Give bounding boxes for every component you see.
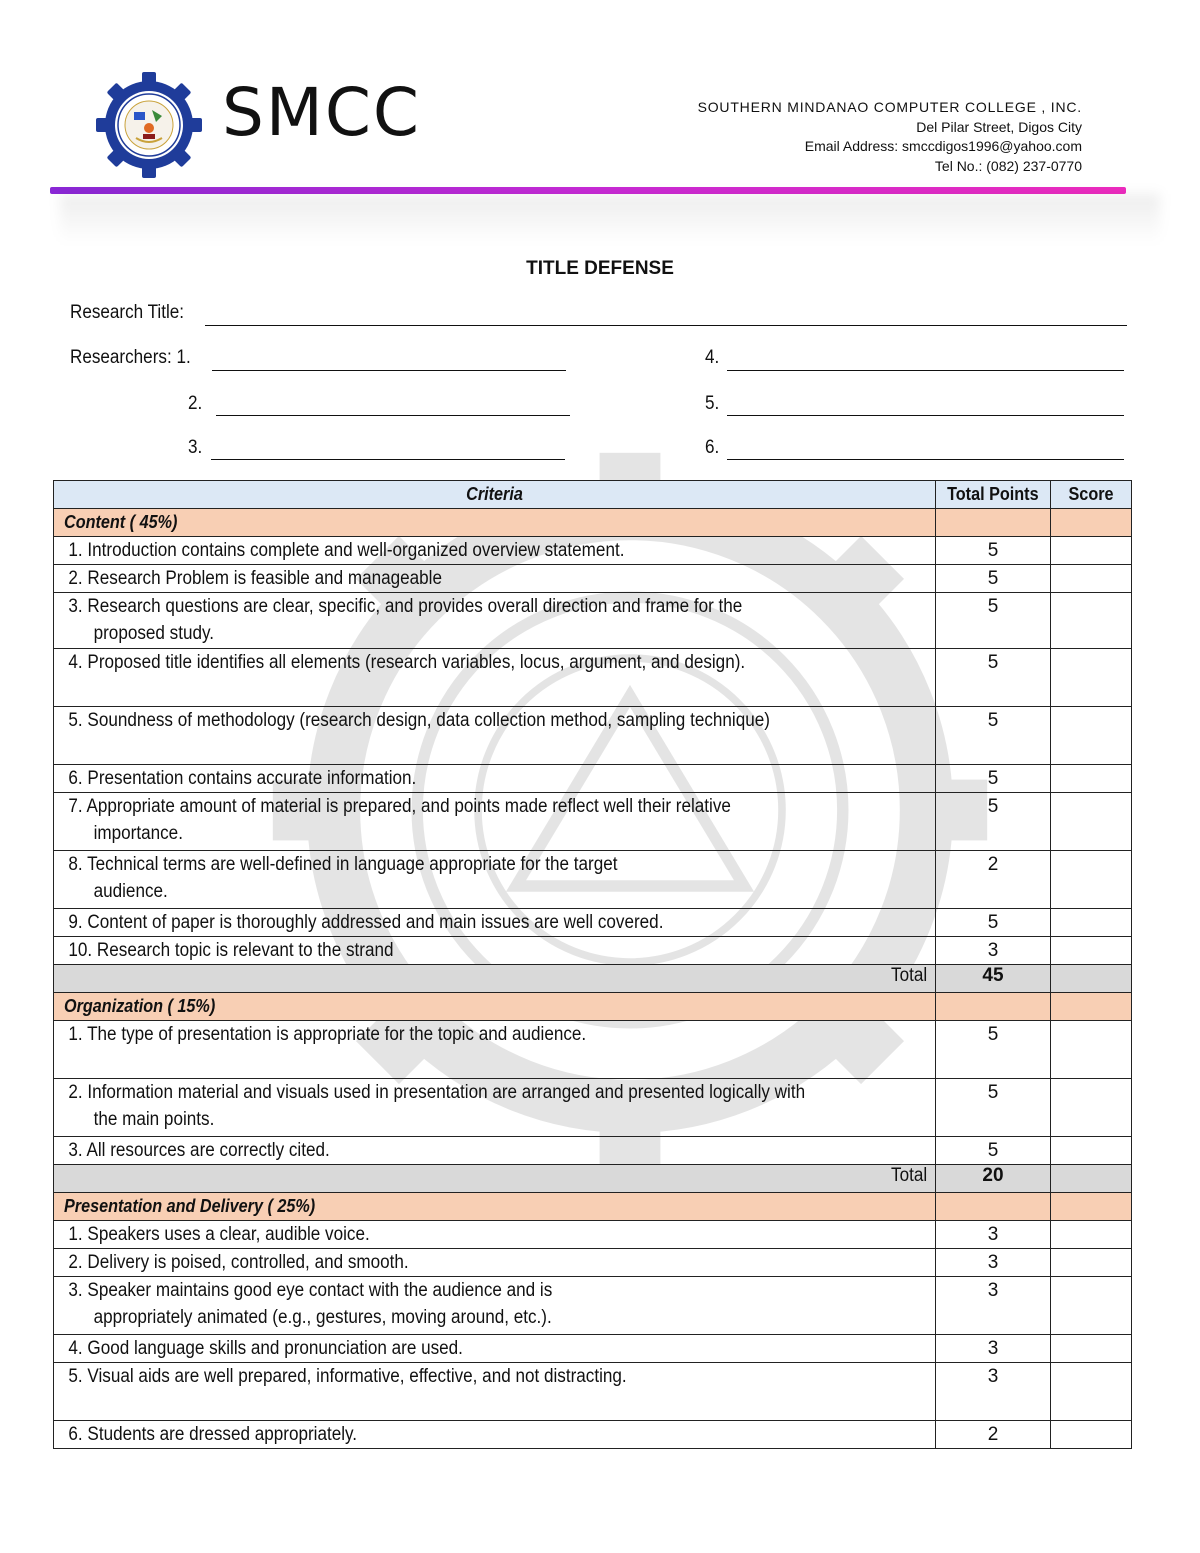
score-cell[interactable] [1051, 1277, 1132, 1335]
table-row [54, 1421, 1132, 1449]
section-name: Content ( 45%) [54, 509, 936, 537]
criterion-points: 5 [936, 1079, 1051, 1137]
criterion-text: 10. Research topic is relevant to the strand [68, 940, 394, 961]
criterion-points: 5 [936, 1021, 1051, 1079]
researcher-5-line[interactable] [727, 415, 1124, 416]
criterion-text: 3. Research questions are clear, specific, and provides overall direction and frame for the proposed study. [68, 596, 743, 644]
score-cell[interactable] [1051, 765, 1132, 793]
total-row-content [54, 965, 1132, 993]
school-email: Email Address: smccdigos1996@yahoo.com [804, 138, 1082, 154]
criterion-text: 3. Speaker maintains good eye contact with the audience and is appropriately animated (e.g., gestures, moving around, etc.). [68, 1280, 553, 1328]
criterion-text: 4. Proposed title identifies all elements (research variables, locus, argument, and design). [68, 652, 746, 673]
document-title: TITLE DEFENSE [526, 258, 674, 279]
criterion-text: 2. Information material and visuals used in presentation are arranged and presented logically with the main points. [68, 1082, 806, 1130]
score-cell[interactable] [1051, 793, 1132, 851]
criterion-points: 5 [936, 649, 1051, 707]
researcher-3-line[interactable] [211, 459, 565, 460]
table-row [54, 537, 1132, 565]
score-cell[interactable] [1051, 649, 1132, 707]
score-cell[interactable] [1051, 707, 1132, 765]
criterion-points: 5 [936, 1137, 1051, 1165]
section-row-content [54, 509, 1132, 537]
table-row [54, 909, 1132, 937]
criterion-points: 5 [936, 909, 1051, 937]
section-row-organization [54, 993, 1132, 1021]
table-row [54, 649, 1132, 707]
criterion-points: 5 [936, 537, 1051, 565]
total-value: 45 [936, 965, 1051, 993]
researcher-1-line[interactable] [212, 370, 566, 371]
total-score-cell[interactable] [1051, 1165, 1132, 1193]
table-row [54, 565, 1132, 593]
total-value: 20 [936, 1165, 1051, 1193]
header-rule [50, 187, 1126, 194]
table-row [54, 1363, 1132, 1421]
school-contact-block [698, 98, 1082, 176]
score-cell[interactable] [1051, 1221, 1132, 1249]
table-row [54, 1249, 1132, 1277]
criterion-text: 4. Good language skills and pronunciation are used. [68, 1338, 463, 1359]
researcher-3-number: 3. [188, 437, 203, 458]
research-title-label: Research Title: [70, 302, 185, 323]
total-label: Total [54, 1165, 936, 1193]
criterion-text: 5. Soundness of methodology (research design, data collection method, sampling technique) [68, 710, 770, 731]
researcher-2-number: 2. [188, 393, 203, 414]
criterion-points: 5 [936, 707, 1051, 765]
table-row [54, 793, 1132, 851]
score-cell[interactable] [1051, 593, 1132, 649]
total-label: Total [54, 965, 936, 993]
table-row [54, 1021, 1132, 1079]
criterion-text: 2. Delivery is poised, controlled, and smooth. [68, 1252, 409, 1273]
score-cell[interactable] [1051, 909, 1132, 937]
criterion-points: 3 [936, 1363, 1051, 1421]
total-points-header: Total Points [936, 481, 1051, 509]
criterion-text: 1. Speakers uses a clear, audible voice. [68, 1224, 370, 1245]
criteria-header: Criteria [54, 481, 936, 509]
criterion-points: 3 [936, 1221, 1051, 1249]
criterion-text: 6. Students are dressed appropriately. [68, 1424, 358, 1445]
score-cell[interactable] [1051, 1079, 1132, 1137]
total-score-cell[interactable] [1051, 965, 1132, 993]
total-row-organization [54, 1165, 1132, 1193]
table-row [54, 707, 1132, 765]
table-row [54, 1335, 1132, 1363]
researcher-4-number: 4. [705, 347, 720, 368]
table-row [54, 851, 1132, 909]
table-header-row [54, 481, 1132, 509]
score-cell[interactable] [1051, 1363, 1132, 1421]
score-cell[interactable] [1051, 937, 1132, 965]
table-row [54, 765, 1132, 793]
section-row-presentation [54, 1193, 1132, 1221]
score-cell[interactable] [1051, 851, 1132, 909]
score-cell[interactable] [1051, 537, 1132, 565]
researcher-6-line[interactable] [727, 459, 1124, 460]
section-name: Organization ( 15%) [54, 993, 936, 1021]
researcher-4-line[interactable] [727, 370, 1124, 371]
criterion-points: 5 [936, 793, 1051, 851]
criterion-points: 5 [936, 565, 1051, 593]
researcher-2-line[interactable] [216, 415, 570, 416]
criterion-text: 9. Content of paper is thoroughly addressed and main issues are well covered. [68, 912, 664, 933]
score-cell[interactable] [1051, 565, 1132, 593]
criterion-points: 2 [936, 1421, 1051, 1449]
table-row [54, 1277, 1132, 1335]
criterion-points: 3 [936, 1335, 1051, 1363]
criterion-text: 8. Technical terms are well-defined in language appropriate for the target audience. [68, 854, 618, 902]
research-title-line[interactable] [205, 325, 1127, 326]
school-address: Del Pilar Street, Digos City [916, 118, 1082, 135]
score-cell[interactable] [1051, 1421, 1132, 1449]
criterion-text: 6. Presentation contains accurate information. [68, 768, 417, 789]
researchers-label: Researchers: 1. [70, 347, 191, 368]
criterion-points: 5 [936, 593, 1051, 649]
header-shadow [60, 194, 1160, 244]
table-row [54, 1079, 1132, 1137]
criterion-points: 3 [936, 1277, 1051, 1335]
criterion-text: 1. The type of presentation is appropriate for the topic and audience. [68, 1024, 587, 1045]
criterion-points: 5 [936, 765, 1051, 793]
rubric-table [53, 480, 1132, 1449]
criterion-points: 2 [936, 851, 1051, 909]
school-name: SOUTHERN MINDANAO COMPUTER COLLEGE , INC. [697, 99, 1082, 115]
table-row [54, 593, 1132, 649]
section-name: Presentation and Delivery ( 25%) [54, 1193, 936, 1221]
criterion-text: 2. Research Problem is feasible and manageable [68, 568, 442, 589]
criterion-points: 3 [936, 1249, 1051, 1277]
score-header: Score [1051, 481, 1132, 509]
smcc-logo-icon [94, 70, 204, 180]
table-row [54, 1137, 1132, 1165]
score-cell[interactable] [1051, 1249, 1132, 1277]
score-cell[interactable] [1051, 1335, 1132, 1363]
table-row [54, 1221, 1132, 1249]
brand-name: SMCC [222, 74, 422, 151]
researcher-5-number: 5. [705, 393, 720, 414]
score-cell[interactable] [1051, 1021, 1132, 1079]
researcher-6-number: 6. [705, 437, 720, 458]
criterion-text: 5. Visual aids are well prepared, informative, effective, and not distracting. [68, 1366, 627, 1387]
criterion-points: 3 [936, 937, 1051, 965]
score-cell[interactable] [1051, 1137, 1132, 1165]
school-tel: Tel No.: (082) 237-0770 [934, 157, 1082, 174]
criterion-text: 1. Introduction contains complete and well-organized overview statement. [68, 540, 625, 561]
criterion-text: 7. Appropriate amount of material is prepared, and points made reflect well their relative importance. [68, 796, 731, 844]
table-row [54, 937, 1132, 965]
criterion-text: 3. All resources are correctly cited. [68, 1140, 330, 1161]
